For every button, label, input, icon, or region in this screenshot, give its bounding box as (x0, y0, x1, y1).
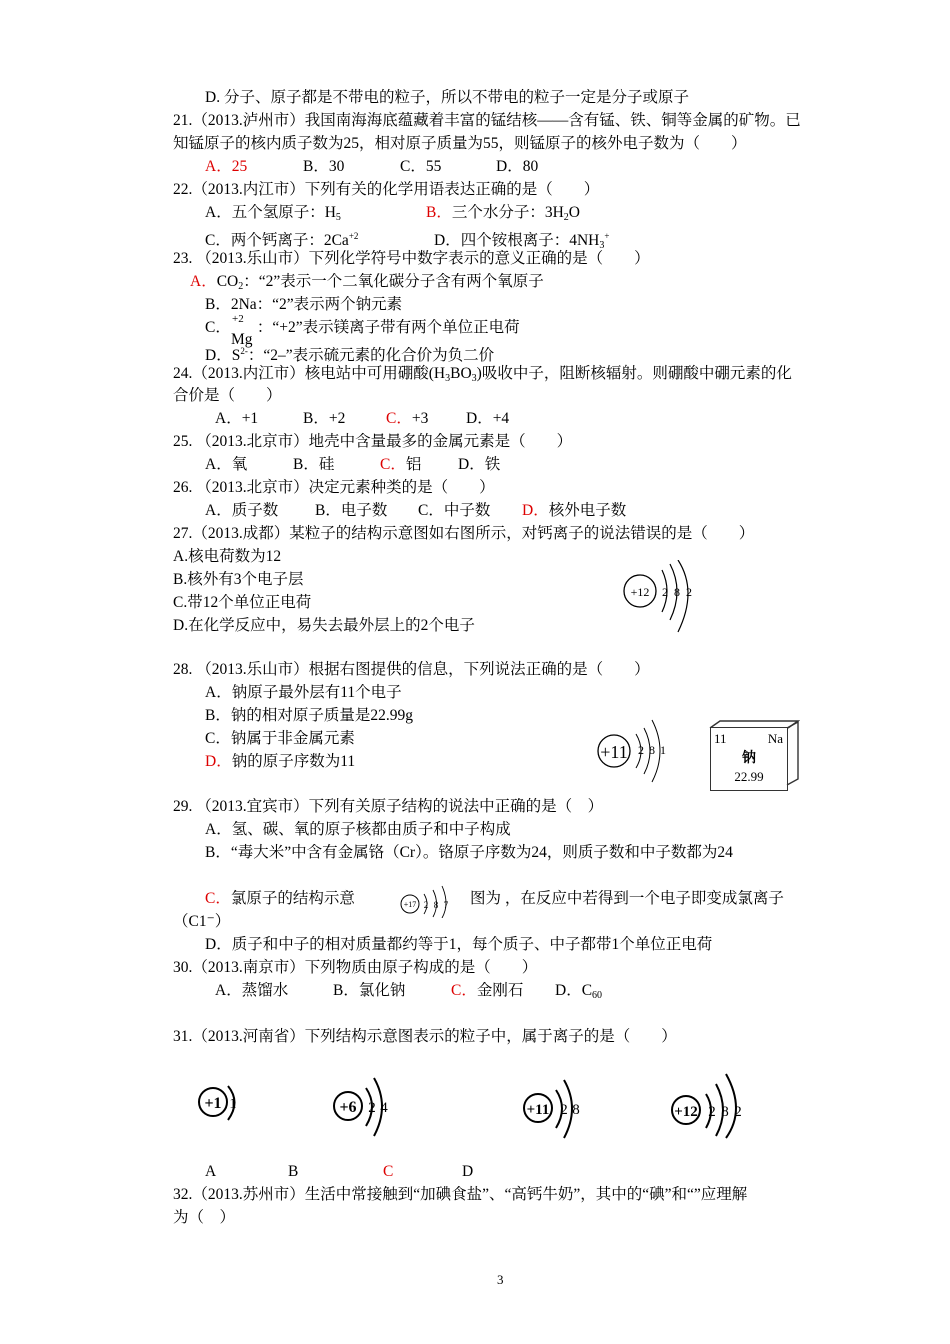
q26-option-a: A．质子数 (205, 502, 279, 519)
q24-option-d: D．+4 (466, 410, 510, 427)
q23-option-d-tail: ：“2–”表示硫元素的化合价为负二价 (247, 347, 495, 364)
q22-option-b-text: 三个水分子：3H (451, 204, 564, 221)
q28-option-d-label: D． (205, 753, 232, 770)
q30-option-d (555, 981, 602, 1006)
q31-stem: 31.（2013.河南省）下列结构示意图表示的粒子中，属于离子的是（ ） (173, 1028, 677, 1045)
q28-option-a: A．钠原子最外层有11个电子 (205, 684, 402, 701)
q30-stem: 30.（2013.南京市）下列物质由原子构成的是（ ） (173, 959, 538, 976)
shell-count-3: 1 (660, 743, 666, 757)
q25-option-a: A．氧 (205, 456, 248, 473)
q30-option-a: A．蒸馏水 (215, 982, 289, 999)
q24-text-b: BO (450, 365, 472, 382)
q28-option-c: C．钠属于非金属元素 (205, 730, 355, 747)
q24-stem-line2: 合价是（ ） (173, 387, 282, 404)
q24-option-b: B．+2 (303, 410, 346, 427)
shell-count-1: 2 (638, 743, 644, 757)
q28-option-d (205, 752, 355, 772)
nucleus-label: +6 (339, 1099, 357, 1116)
q26-option-d: D．核外电子数 (522, 502, 627, 519)
q29-option-a: A．氢、碳、氧的原子核都由质子和中子构成 (205, 821, 511, 838)
q24-sub2: 3 (471, 373, 477, 384)
q23-option-c-tail: ：“+2”表示镁离子带有两个单位正电荷 (256, 319, 520, 336)
q21-option-a: A．25 (205, 158, 248, 175)
q24-option-a: A．+1 (215, 410, 259, 427)
nucleus-label: +11 (526, 1102, 550, 1118)
q25-option-b: B．硅 (293, 456, 335, 473)
shell-count-2: 8 (674, 585, 680, 599)
q22-option-b-label: B． (426, 204, 452, 221)
shell-count-2: 8 (572, 1102, 580, 1118)
q22-option-a-sub: 5 (335, 212, 341, 223)
q30-option-d-text: D．C (555, 982, 593, 999)
q24-text-c: )吸收中子，阻断核辐射。则硼酸中硼元素的化 (476, 365, 792, 382)
shell-count-2: 8 (721, 1104, 729, 1120)
q22-option-b-sub: 2 (563, 212, 569, 223)
q23-option-d-symbol: S (231, 347, 241, 364)
element-number: 11 (714, 731, 727, 746)
q29-stem: 29. （2013.宜宾市）下列有关原子结构的说法中正确的是（ ） (173, 798, 604, 815)
q23-stem: 23. （2013.乐山市）下列化学符号中数字表示的意义正确的是（ ） (173, 250, 650, 267)
q20-option-d: D. 分子、原子都是不带电的粒子，所以不带电的粒子一定是分子或原子 (205, 89, 689, 106)
q29-option-c-text: 氯原子的结构示意 (230, 890, 355, 907)
shell-count-1: 2 (560, 1102, 568, 1118)
element-symbol: Na (767, 731, 783, 746)
q22-option-b-tail: O (568, 204, 580, 221)
element-card-top (708, 720, 800, 730)
nucleus-label: +12 (674, 1104, 698, 1120)
q27-option-d: D.在化学反应中，易失去最外层上的2个电子 (173, 617, 475, 634)
q27-atom-diagram (612, 560, 702, 640)
nucleus-label: +11 (600, 742, 628, 762)
q29-option-c-a (205, 889, 355, 909)
q23-option-d-sup: 2- (240, 346, 248, 356)
element-name: 钠 (742, 751, 756, 766)
q22-stem: 22.（2013.内江市）下列有关的化学用语表达正确的是（ ） (173, 181, 600, 198)
q29-option-c-c: （C1⁻） (173, 913, 231, 930)
shell-count-1: 2 (662, 585, 668, 599)
q22-option-d-sup: + (604, 231, 610, 241)
q27-option-a: A.核电荷数为12 (173, 548, 282, 565)
q30-option-b: B．氯化钠 (333, 982, 406, 999)
element-mass: 22.99 (734, 769, 764, 784)
q30-option-d-sub: 60 (592, 990, 603, 1001)
shell-count-3: 2 (734, 1104, 742, 1120)
nucleus-label: +17 (403, 900, 417, 909)
q27-option-c: C.带12个单位正电荷 (173, 594, 312, 611)
q21-stem-line2: 知锰原子的核内质子数为25，相对原子质量为55，则锰原子的核外电子数为（ ） (173, 135, 747, 152)
nucleus-label: +1 (204, 1095, 222, 1112)
q23-option-b: B．2Na：“2”表示两个钠元素 (205, 296, 403, 313)
shell-count-2: 8 (649, 743, 655, 757)
shell-count-3: 2 (686, 585, 692, 599)
q23-option-a-formula: CO (216, 273, 239, 290)
q29-option-c-label: C． (205, 890, 231, 907)
q23-option-a-tail: ：“2”表示一个二氧化碳分子含有两个氧原子 (243, 273, 544, 290)
q21-option-d: D．80 (496, 158, 539, 175)
q29-option-d: D．质子和中子的相对质量都约等于1，每个质子、中子都带1个单位正电荷 (205, 936, 713, 953)
q31-label-c: C (383, 1163, 394, 1180)
q22-option-d-sub: 3 (599, 240, 605, 251)
q24-text-a: 24.（2013.内江市）核电站中可用硼酸(H (173, 365, 446, 382)
q28-stem: 28. （2013.乐山市）根据右图提供的信息，下列说法正确的是（ ） (173, 661, 650, 678)
q22-option-d-text: D．四个铵根离子：4NH (434, 232, 600, 249)
q27-option-b: B.核外有3个电子层 (173, 571, 304, 588)
q29-option-c-b: 图为 ，在反应中若得到一个电子即变成氯离子 (470, 890, 784, 907)
q23-option-a-sub: 2 (238, 281, 244, 292)
q31-diagram-c (520, 1070, 600, 1140)
q29-option-b: B．“毒大米”中含有金属铬（Cr）。铬原子序数为24，则质子数和中子数都为24 (205, 844, 733, 861)
q22-option-c-text: C．两个钙离子：2Ca (205, 232, 349, 249)
q30-option-c: C．金刚石 (451, 982, 524, 999)
q31-label-b: B (288, 1163, 299, 1180)
q28-option-b: B．钠的相对原子质量是22.99g (205, 707, 413, 724)
shell-count-1: 2 (708, 1104, 716, 1120)
q26-stem: 26. （2013.北京市）决定元素种类的是（ ） (173, 479, 495, 496)
q31-label-d: D (462, 1163, 474, 1180)
q31-diagram-b (330, 1070, 410, 1140)
q23-option-c-charge: +2 (232, 313, 244, 325)
element-card-shadow (786, 721, 800, 787)
q23-option-a-label: A． (190, 273, 217, 290)
q24-sub1: 3 (445, 373, 451, 384)
q25-stem: 25. （2013.北京市）地壳中含量最多的金属元素是（ ） (173, 433, 573, 450)
q32-stem-line1: 32.（2013.苏州市）生活中常接触到“加碘食盐”、“高钙牛奶”，其中的“碘”和“”应理解 (173, 1186, 748, 1203)
q21-option-b: B．30 (303, 158, 345, 175)
q31-diagram-a (195, 1080, 255, 1140)
shell-count-2: 4 (380, 1100, 388, 1116)
q28-option-d-text: 钠的原子序数为11 (231, 753, 356, 770)
nucleus-label: +12 (630, 585, 650, 599)
q23-option-a (190, 272, 544, 297)
q21-stem-line1: 21.（2013.泸州市）我国南海海底蕴藏着丰富的锰结核——含有锰、铁、铜等金属的矿物。已 (173, 112, 801, 129)
q23-option-c-label: C． (205, 319, 231, 336)
q29-chlorine-diagram (398, 882, 458, 918)
q23-option-c-symbol: Mg (231, 331, 253, 348)
q22-option-a-text: A．五个氢原子：H (205, 204, 336, 221)
q22-option-a (205, 203, 341, 228)
shell-count-1: 1 (229, 1096, 237, 1112)
q24-option-c: C．+3 (386, 410, 429, 427)
q32-stem-line2: 为（ ） (173, 1209, 236, 1226)
q22-option-b (426, 203, 580, 228)
q26-option-c: C．中子数 (418, 502, 491, 519)
q28-element-card (710, 727, 788, 791)
q22-option-c-sup: +2 (348, 231, 359, 241)
q25-option-d: D．铁 (458, 456, 501, 473)
q22-option-c (205, 226, 358, 251)
q26-option-b: B．电子数 (315, 502, 388, 519)
q23-option-d-label: D． (205, 347, 232, 364)
q31-label-a: A (205, 1163, 217, 1180)
page-number: 3 (497, 1272, 504, 1287)
q28-atom-diagram (592, 718, 692, 784)
shell-count-1: 2 (368, 1100, 376, 1116)
q23-option-d (205, 341, 494, 366)
shell-count-2: 8 (433, 900, 439, 910)
q25-option-c: C．铝 (380, 456, 422, 473)
shell-count-3: 7 (443, 900, 449, 910)
q21-option-c: C．55 (400, 158, 442, 175)
q27-stem: 27.（2013.成都）某粒子的结构示意图如右图所示，对钙离子的说法错误的是（ ） (173, 525, 755, 542)
q31-diagram-d (668, 1070, 768, 1140)
shell-count-1: 2 (423, 900, 429, 910)
